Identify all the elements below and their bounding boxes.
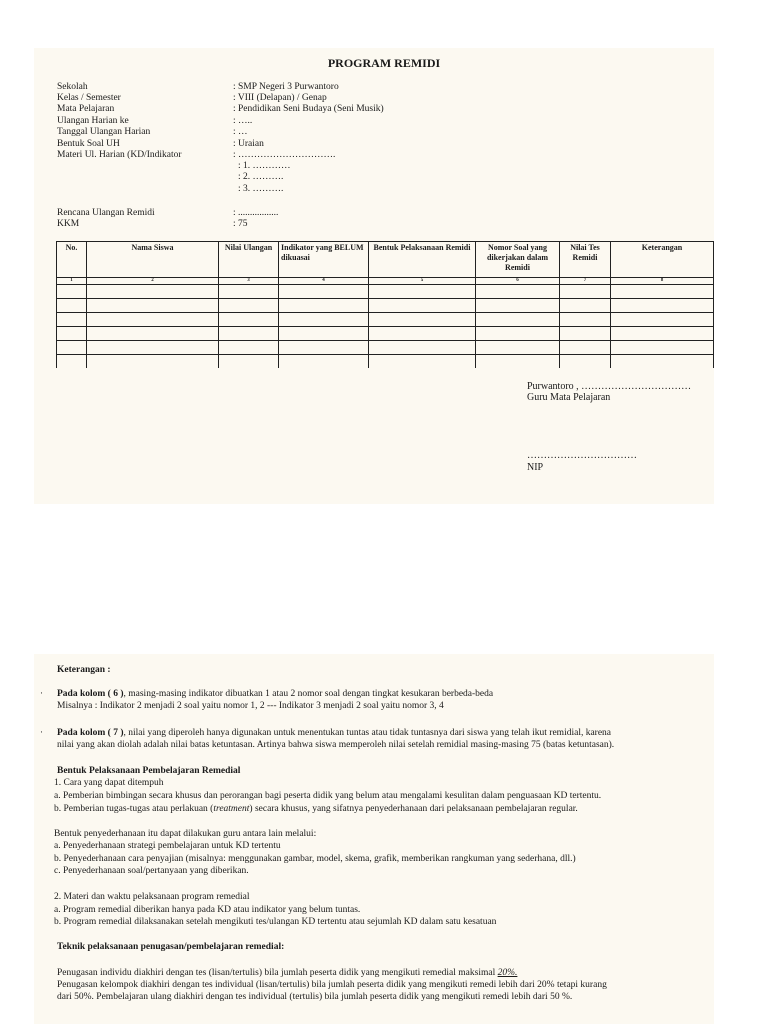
column-number: 4 xyxy=(279,278,369,285)
field-value: : ….. xyxy=(233,116,253,126)
field-value: : … xyxy=(233,127,248,137)
kkm-label: KKM xyxy=(57,219,80,229)
table-row xyxy=(57,341,714,355)
note-kolom-7-label: Pada kolom ( 7 ) xyxy=(57,728,124,738)
note-kolom-6-text: , masing-masing indikator dibuatkan 1 atau 2 nomor soal dengan tingkat kesukaran berbeda-beda xyxy=(123,689,494,699)
teknik-line-1 xyxy=(57,968,517,980)
teknik-line-1-text: Penugasan individu diakhiri dengan tes (lisan/tertulis) bila jumlah peserta didik yang mengikuti remedial maksimal xyxy=(57,968,498,978)
note-kolom-6-label: Pada kolom ( 6 ) xyxy=(57,689,124,699)
signature-role: Guru Mata Pelajaran xyxy=(527,392,611,403)
table-row xyxy=(57,313,714,327)
note-kolom-6-example: Misalnya : Indikator 2 menjadi 2 soal yaitu nomor 1, 2 --- Indikator 3 menjadi 2 soal yaitu nomor 3, 4 xyxy=(57,701,444,711)
field-value: : VIII (Delapan) / Genap xyxy=(233,93,327,103)
field-label: Tanggal Ulangan Harian xyxy=(57,127,151,137)
penyederhanaan-a: a. Penyederhanaan strategi pembelajaran untuk KD tertentu xyxy=(54,841,281,851)
field-value: : Pendidikan Seni Budaya (Seni Musik) xyxy=(233,104,384,114)
column-number: 5 xyxy=(369,278,476,285)
rencana-label: Rencana Ulangan Remidi xyxy=(57,208,155,218)
note-kolom-6 xyxy=(57,689,493,701)
teknik-percent: 20%. xyxy=(497,968,518,978)
materi-2-a: a. Program remedial diberikan hanya pada KD atau indikator yang belum tuntas. xyxy=(54,905,361,915)
column-number: 1 xyxy=(57,278,87,285)
column-header: Nama Siswa xyxy=(87,242,219,278)
materi-item: : 2. ………. xyxy=(238,172,284,182)
teknik-line-2: Penugasan kelompok diakhiri dengan tes individual (lisan/tertulis) bila jumlah peserta didik yang mengikuti remedi lebih dari 20% tetapi kurang xyxy=(57,980,607,990)
page-title: PROGRAM REMIDI xyxy=(327,56,441,70)
column-number: 2 xyxy=(87,278,219,285)
field-label: Materi Ul. Harian (KD/Indikator xyxy=(57,150,182,160)
note-kolom-7-text: , nilai yang diperoleh hanya digunakan untuk menentukan tuntas atau tidak tuntasnya dari siswa yang telah ikut remidial, karena xyxy=(123,728,612,738)
column-number: 7 xyxy=(560,278,611,285)
signature-nip: NIP xyxy=(527,462,544,473)
bentuk-heading: Bentuk Pelaksanaan Pembelajaran Remedial xyxy=(57,766,241,776)
field-value: : Uraian xyxy=(233,139,264,149)
signature-line: …………………………… xyxy=(527,450,637,461)
penyederhanaan-intro: Bentuk penyederhanaan itu dapat dilakukan guru antara lain melalui: xyxy=(54,829,317,839)
table-row xyxy=(57,285,714,299)
column-header: Nilai Ulangan xyxy=(219,242,279,278)
cara-b-text: b. Pemberian tugas-tugas atau perlakuan ( xyxy=(54,804,214,814)
materi-item: : 3. ………. xyxy=(238,184,284,194)
column-header: No. xyxy=(57,242,87,278)
signature-place-date: Purwantoro , …………………………… xyxy=(527,381,692,392)
table-row xyxy=(57,355,714,369)
teknik-line-3: dari 50%. Pembelajaran ulang diakhiri dengan tes individual (tertulis) bila jumlah peserta didik yang mengikuti remedi lebih dari 50 %. xyxy=(57,992,573,1002)
column-header: Nomor Soal yang dikerjakan dalam Remidi xyxy=(476,242,560,278)
kkm-value: : 75 xyxy=(233,219,248,229)
column-number: 3 xyxy=(219,278,279,285)
column-header: Indikator yang BELUM dikuasai xyxy=(279,242,369,278)
cara-b-text-end: ) secara khusus, yang sifatnya penyederhanaan dari pelaksanaan pembelajaran regular. xyxy=(249,804,578,814)
table-row xyxy=(57,327,714,341)
materi-2-b: b. Program remedial dilaksanakan setelah mengikuti tes/ulangan KD tertentu atau sejumlah KD dalam satu kesatuan xyxy=(54,917,497,927)
materi-item-2: 2. Materi dan waktu pelaksanaan program remedial xyxy=(54,892,250,902)
penyederhanaan-c: c. Penyederhanaan soal/pertanyaan yang diberikan. xyxy=(54,866,249,876)
notes-heading: Keterangan : xyxy=(57,665,111,675)
table-number-row xyxy=(57,278,714,285)
penyederhanaan-b: b. Penyederhanaan cara penyajian (misalnya: menggunakan gambar, model, skema, grafik, memberikan rangkuman yang sederhana, dll.) xyxy=(54,854,576,864)
column-number: 8 xyxy=(611,278,714,285)
teknik-heading: Teknik pelaksanaan penugasan/pembelajaran remedial: xyxy=(57,942,285,952)
table-row xyxy=(57,299,714,313)
cara-a: a. Pemberian bimbingan secara khusus dan perorangan bagi peserta didik yang belum atau mengalami kesulitan dalam penguasaan KD tertentu. xyxy=(54,791,602,801)
note-kolom-7-cont: nilai yang akan diolah adalah nilai batas ketuntasan. Artinya bahwa siswa memperoleh nilai setelah remidial masing-masing 75 (batas ketuntasan). xyxy=(57,740,615,750)
field-label: Ulangan Harian ke xyxy=(57,116,129,126)
cara-b xyxy=(54,804,578,816)
note-kolom-7 xyxy=(57,728,611,740)
cara-item: 1. Cara yang dapat ditempuh xyxy=(54,778,164,788)
field-label: Bentuk Soal UH xyxy=(57,139,120,149)
materi-item: : 1. ………… xyxy=(238,161,291,171)
column-number: 6 xyxy=(476,278,560,285)
field-label: Mata Pelajaran xyxy=(57,104,115,114)
column-header: Keterangan xyxy=(611,242,714,278)
column-header: Nilai Tes Remidi xyxy=(560,242,611,278)
column-header: Bentuk Pelaksanaan Remidi xyxy=(369,242,476,278)
remedial-table xyxy=(56,241,714,368)
field-label: Kelas / Semester xyxy=(57,93,121,103)
field-value: : SMP Negeri 3 Purwantoro xyxy=(233,82,339,92)
field-label: Sekolah xyxy=(57,82,88,92)
table-header-row xyxy=(57,242,714,278)
bullet-icon: · xyxy=(40,727,43,737)
field-value: : …………………………. xyxy=(233,150,336,160)
bullet-icon: · xyxy=(40,688,43,698)
cara-b-italic: treatment xyxy=(213,804,250,814)
rencana-value: : ................. xyxy=(233,208,279,218)
